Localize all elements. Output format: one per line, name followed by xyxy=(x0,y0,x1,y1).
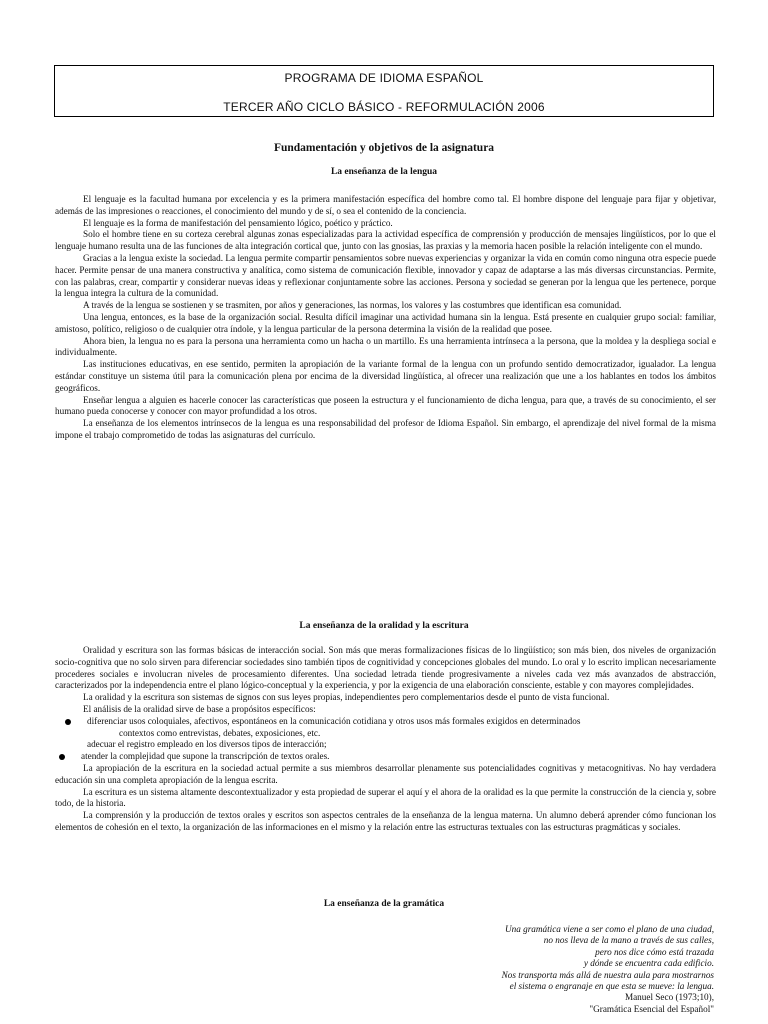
paragraph: La escritura es un sistema altamente descontextualizador y esta propiedad de superar el aquí y el ahora de la oralidad es la que permite la construcción de la ciencia y, sobre todo, de la historia. xyxy=(55,786,716,809)
paragraph: La apropiación de la escritura en la sociedad actual permite a sus miembros desarrollar plenamente sus potencialidades cognitivas y metacognitivas. No hay verdadera educación sin una completa apropiación de la lengua escrita. xyxy=(55,762,716,785)
paragraph: Una lengua, entonces, es la base de la organización social. Resulta difícil imaginar una actividad humana sin la lengua. Está presente en cualquier grupo social: familiar, amistoso, político, religioso o de cualquier otra índole, y la lengua particular de la persona determina la visión de la realidad que posee. xyxy=(55,311,716,334)
quote-line: no nos lleva de la mano a través de sus calles, xyxy=(543,935,714,946)
paragraph: Las instituciones educativas, en ese sentido, permiten la apropiación de la variante formal de la lengua con un profundo sentido democratizador, igualador. La lengua estándar constituye un sistema útil para la comunicación plena por encima de la diversidad lingüística, al ofrecer una realización que une a los hablantes en todos los ámbitos geográficos. xyxy=(55,359,716,393)
quote-author: Manuel Seco (1973;10), xyxy=(624,992,714,1003)
section-heading-oralidad: La enseñanza de la oralidad y la escritura xyxy=(299,621,469,631)
paragraph: Gracias a la lengua existe la sociedad. La lengua permite compartir pensamientos sobre nuevas experiencias y organizar la vida en común como ninguna otra especie puede hacer. Permite pensar de una manera constructiva y analítica, como sistema de comunicación flexible, innovador y capaz de adaptarse a las más diversas circunstancias. Permite, con las palabras, crear, compartir y considerar nuevas ideas y reflexionar conjuntamente sobre las acciones. Persona y sociedad se generan por la lengua que les pertenece, porque la lengua integra la cultura de la comunidad. xyxy=(55,252,716,299)
section-oralidad-body xyxy=(55,645,716,834)
list-item: adecuar el registro empleado en los diversos tipos de interacción; xyxy=(87,739,327,750)
bullet-item xyxy=(55,716,716,728)
paragraph: El lenguaje es la facultad humana por excelencia y es la primera manifestación específica del hombre como tal. El hombre dispone del lenguaje para fijar y objetivar, además de las impresiones o reacciones, el conocimiento del mundo y de sí, o sea el contenido de la conciencia. xyxy=(55,194,716,216)
quote-line: Nos transporta más allá de nuestra aula para mostrarnos xyxy=(501,969,714,980)
quote-line: el sistema o engranaje en que esta se mueve: la lengua. xyxy=(509,981,714,992)
paragraph: La enseñanza de los elementos intrínsecos de la lengua es una responsabilidad del profesor de Idioma Español. Sin embargo, el aprendizaje del nivel formal de la misma impone el trabajo comprometido de todas las asignaturas del currículo. xyxy=(55,418,716,440)
section-heading-lengua: La enseñanza de la lengua xyxy=(330,167,438,177)
paragraph: A través de la lengua se sostienen y se trasmiten, por años y generaciones, las normas, los valores y las costumbres que identifican esa comunidad. xyxy=(83,300,622,311)
bullet-text: diferenciar usos coloquiales, afectivos, espontáneos en la comunicación cotidiana y otros usos más formales exigidos en determinados xyxy=(87,715,581,726)
paragraph: Ahora bien, la lengua no es para la persona una herramienta como un hacha o un martillo. Es una herramienta intrínseca a la persona, que la moldea y la despliega social e individualmente. xyxy=(55,335,716,358)
section-lengua-body xyxy=(55,194,716,442)
bullet-continuation: contextos como entrevistas, debates, exposiciones, etc. xyxy=(119,727,321,738)
paragraph: El lenguaje es la forma de manifestación del pensamiento lógico, poético y práctico. xyxy=(83,217,393,228)
section-heading-gramatica: La enseñanza de la gramática xyxy=(323,899,445,909)
program-subtitle: TERCER AÑO CICLO BÁSICO - REFORMULACIÓN 2006 xyxy=(223,100,545,114)
quote-line: y dónde se encuentra cada edificio. xyxy=(583,958,714,969)
paragraph: Enseñar lengua a alguien es hacerle conocer las características que poseen la estructura y el funcionamiento de dicha lengua, para que, a través de su conocimiento, el ser humano pueda conocerse y conocer con mayor profundidad a los otros. xyxy=(55,394,716,417)
bullet-item xyxy=(55,751,716,763)
quote-source: "Gramática Esencial del Español" xyxy=(589,1003,714,1014)
bullet-text: atender la complejidad que supone la transcripción de textos orales. xyxy=(81,751,330,762)
quote-line: Una gramática viene a ser como el plano de una ciudad, xyxy=(505,924,714,934)
paragraph: Oralidad y escritura son las formas básicas de interacción social. Son más que meras formalizaciones físicas de lo lingüístico; son más bien, dos niveles de organización socio-cognitiva que no solo sirven para diferenciar sociedades sino también tipos de cognitividad y concepciones globales del mundo. Lo oral y lo escrito implican necesariamente procederes sociales e involucran niveles de procesamiento diferentes. Una sociedad letrada tiende progresivamente a niveles cada vez más avanzados de abstracción, caracterizados por la independencia entre el plano lógico-conceptual y la experiencia, y por la exigencia de una elaboración consciente, estable y con mayores complejidades. xyxy=(55,645,716,691)
title-box xyxy=(54,65,714,117)
paragraph: La oralidad y la escritura son sistemas de signos con sus leyes propias, independientes pero complementarios desde el punto de vista funcional. xyxy=(83,692,610,703)
paragraph: La comprensión y la producción de textos orales y escritos son aspectos centrales de la enseñanza de la lengua materna. Un alumno deberá aprender cómo funcionan los elementos de cohesión en el texto, la organización de las informaciones en el mismo y la relación entre las estructuras textuales con las estructuras pragmáticas y sociales. xyxy=(55,810,716,832)
paragraph: Solo el hombre tiene en su corteza cerebral algunas zonas especializadas para la actividad específica de comprensión y producción de mensajes lingüísticos, por lo que el lenguaje humano resulta una de las funciones de alta integración cortical que, junto con las gnosias, las praxias y la memoria hacen posible la relación inteligente con el mundo. xyxy=(55,229,716,252)
paragraph: El análisis de la oralidad sirve de base a propósitos específicos: xyxy=(83,703,316,714)
quote-line: pero nos dice cómo está trazada xyxy=(595,946,714,957)
program-title: PROGRAMA DE IDIOMA ESPAÑOL xyxy=(284,71,484,85)
epigraph-quote xyxy=(502,924,714,1015)
main-heading: Fundamentación y objetivos de la asignatura xyxy=(273,142,495,154)
